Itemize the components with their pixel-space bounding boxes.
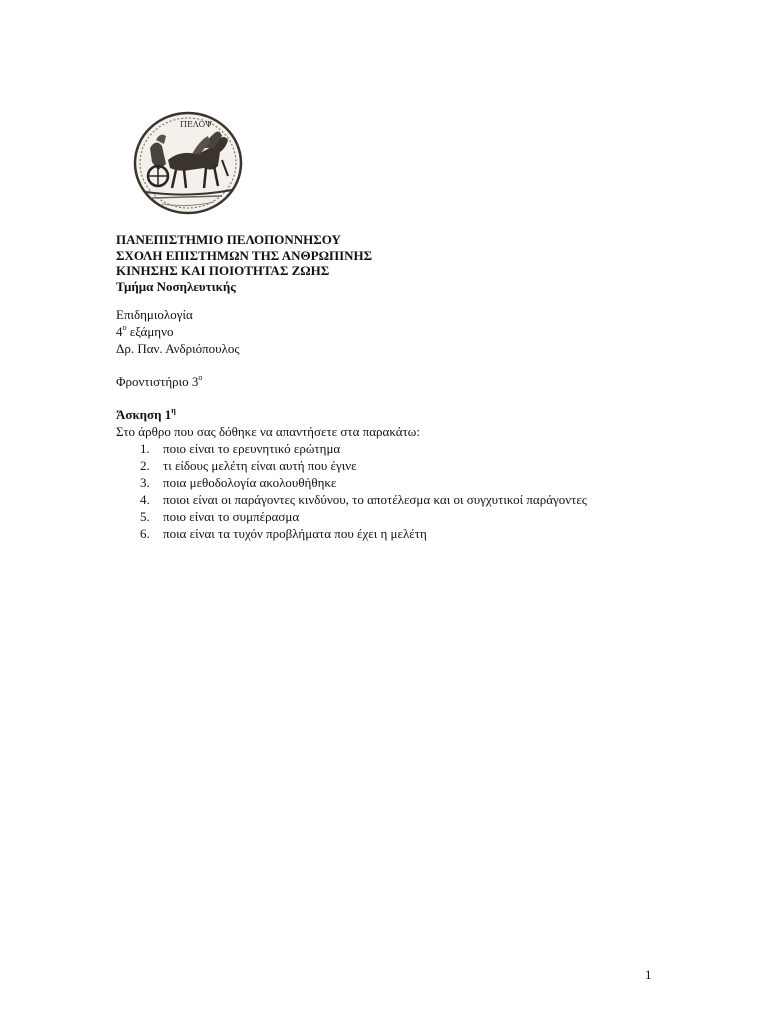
exercise-title-ordinal: η bbox=[171, 405, 176, 415]
semester-ordinal: ο bbox=[122, 322, 127, 332]
list-item bbox=[116, 457, 651, 474]
semester-number: 4 bbox=[116, 324, 123, 339]
list-item bbox=[116, 440, 651, 457]
list-item-text: τι είδους μελέτη είναι αυτή που έγινε bbox=[163, 458, 357, 473]
tutorial-ordinal: ο bbox=[198, 372, 203, 382]
seal-chariot-icon bbox=[132, 110, 244, 216]
course-name: Επιδημιολογία bbox=[116, 307, 193, 322]
exercise-section bbox=[116, 406, 651, 542]
instructor-name: Δρ. Παν. Ανδριόπουλος bbox=[116, 341, 240, 356]
exercise-title bbox=[116, 406, 651, 423]
question-list bbox=[116, 440, 651, 542]
list-item-number: 5. bbox=[140, 509, 150, 524]
university-header bbox=[116, 232, 372, 294]
university-seal-logo bbox=[132, 110, 244, 216]
list-item-number: 1. bbox=[140, 441, 150, 456]
tutorial-label: Φροντιστήριο 3 bbox=[116, 374, 199, 389]
university-name: ΠΑΝΕΠΙΣΤΗΜΙΟ ΠΕΛΟΠΟΝΝΗΣΟΥ bbox=[116, 232, 341, 247]
list-item-number: 3. bbox=[140, 475, 150, 490]
school-name-line-1: ΣΧΟΛΗ ΕΠΙΣΤΗΜΩΝ ΤΗΣ ΑΝΘΡΩΠΙΝΗΣ bbox=[116, 247, 373, 263]
list-item-number: 2. bbox=[140, 458, 150, 473]
list-item-text: ποιο είναι το συμπέρασμα bbox=[163, 509, 300, 524]
list-item bbox=[116, 525, 651, 542]
list-item-text: ποια μεθοδολογία ακολουθήθηκε bbox=[163, 475, 337, 490]
list-item bbox=[116, 491, 651, 508]
list-item-number: 4. bbox=[140, 492, 150, 507]
school-name-line-2: ΚΙΝΗΣΗΣ ΚΑΙ ΠΟΙΟΤΗΤΑΣ ΖΩΗΣ bbox=[116, 263, 330, 278]
semester bbox=[116, 323, 240, 340]
tutorial-title bbox=[116, 373, 202, 390]
semester-label: εξάμηνο bbox=[126, 324, 174, 339]
list-item bbox=[116, 508, 651, 525]
list-item-text: ποια είναι τα τυχόν προβλήματα που έχει η μελέτη bbox=[163, 526, 427, 541]
exercise-intro: Στο άρθρο που σας δόθηκε να απαντήσετε στα παρακάτω: bbox=[116, 424, 420, 439]
list-item-text: ποιο είναι το ερευνητικό ερώτημα bbox=[163, 441, 341, 456]
exercise-title-text: Άσκηση 1 bbox=[116, 407, 172, 422]
list-item-text: ποιοι είναι οι παράγοντες κινδύνου, το αποτέλεσμα και οι συγχυτικοί παράγοντες bbox=[163, 492, 587, 507]
page-number: 1 bbox=[645, 967, 652, 982]
list-item bbox=[116, 474, 651, 491]
department-name: Τμήμα Νοσηλευτικής bbox=[116, 278, 236, 294]
course-info bbox=[116, 306, 240, 357]
list-item-number: 6. bbox=[140, 526, 150, 541]
seal-inscription: ΠΕΛΟΨ bbox=[180, 120, 213, 129]
